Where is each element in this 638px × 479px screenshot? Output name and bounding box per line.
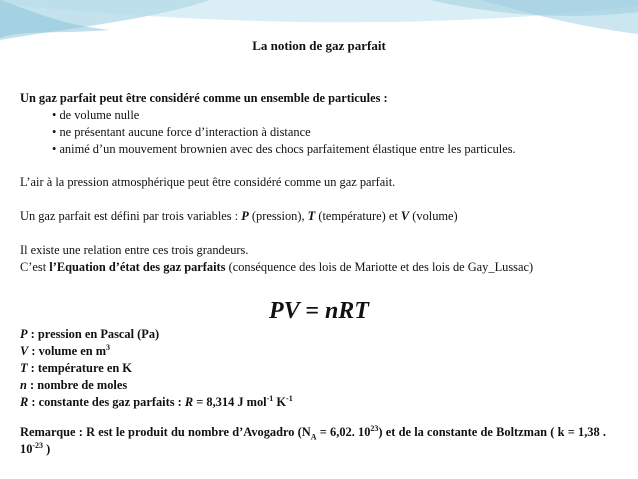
page-title: La notion de gaz parfait (252, 38, 386, 53)
definition-r: R : constante des gaz parfaits : R = 8,314 J mol$^{-1}$ $K^{-1}$ (20, 393, 293, 409)
bullet-item: • de volume nulle (52, 108, 140, 122)
definition-n: n : nombre de moles (20, 378, 128, 392)
paragraph-air: L’air à la pression atmosphérique peut être considéré comme un gaz parfait. (20, 175, 396, 189)
paragraph-equation-intro: C’est l’Equation d’état des gaz parfaits (conséquence des lois de Mariotte et des lois de Gay_Lussac) (20, 260, 534, 274)
intro-text: Un gaz parfait peut être considéré comme un ensemble de particules : (20, 91, 388, 105)
remark-paragraph: Remarque : R est le produit du nombre d’Avogadro ($N_A = 6,02$. $10^{23}$) et de la constante de Boltzman ( k = 1,38 . $10^{-23}$ ) (20, 423, 606, 456)
paragraph-variables: Un gaz parfait est défini par trois variables : P (pression), T (température) et V (volume) (20, 209, 458, 223)
definition-v: V : volume en $m^3$ (20, 342, 111, 358)
definition-t: T : température en K (20, 361, 132, 375)
bullet-item: • animé d’un mouvement brownien avec des chocs parfaitement élastique entre les particules. (52, 142, 516, 156)
definition-p: P : pression en Pascal (Pa) (20, 327, 160, 341)
equation: PV = nRT (269, 298, 369, 324)
bullet-item: • ne présentant aucune force d’interaction à distance (52, 125, 311, 139)
paragraph-relation: Il existe une relation entre ces trois grandeurs. (20, 243, 249, 257)
